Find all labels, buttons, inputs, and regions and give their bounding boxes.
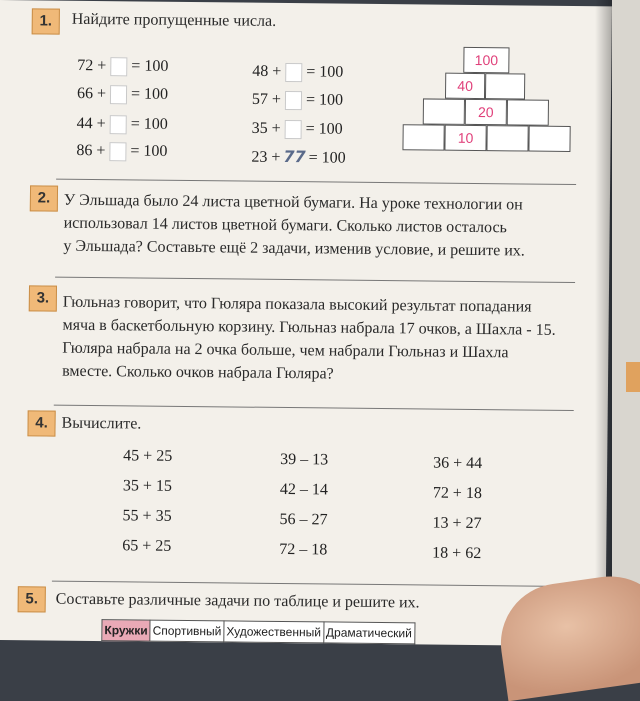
exercise-1-number: 1. [32, 8, 60, 34]
calc-item: 72 – 18 [279, 540, 328, 559]
equation-1-2: 66 + = 100 [76, 84, 169, 103]
equation-2-1: 48 + = 100 [252, 62, 344, 81]
answer-box [110, 57, 127, 76]
equation-1-3: 44 + = 100 [76, 114, 168, 133]
equation-1-4: 86 + = 100 [76, 141, 168, 160]
pyramid-cell-10: 10 [444, 125, 486, 151]
calc-item: 56 – 27 [279, 510, 328, 529]
equation-2-4: 23 + 77 = 100 [251, 146, 346, 167]
pyramid-cell [423, 98, 465, 124]
equation-2-3: 35 + = 100 [251, 119, 343, 138]
calc-item: 72 + 18 [432, 484, 482, 503]
table-header: Спортивный [150, 620, 224, 642]
calc-item: 65 + 25 [122, 537, 172, 555]
calc-item: 13 + 27 [432, 514, 482, 533]
pyramid-cell [507, 99, 549, 125]
answer-box [110, 85, 127, 104]
clubs-table [101, 619, 415, 644]
calc-item: 55 + 35 [122, 507, 172, 525]
exercise-5-title: Составьте различные задачи по таблице и решите их. [55, 590, 420, 612]
table-header: Художественный [224, 621, 324, 643]
divider [55, 277, 575, 283]
divider [54, 405, 574, 411]
table-header: Драматический [323, 622, 414, 644]
pyramid-top: 100 [463, 47, 509, 73]
calc-item: 42 – 14 [279, 480, 328, 499]
calc-item: 39 – 13 [280, 450, 329, 469]
answer-box [110, 115, 127, 134]
calc-item: 36 + 44 [433, 454, 483, 473]
answer-box [109, 142, 126, 161]
table-header: Кружки [102, 620, 150, 642]
pyramid-cell [485, 73, 525, 99]
next-page-edge [612, 0, 640, 640]
divider [52, 581, 572, 587]
exercise-1-title: Найдите пропущенные числа. [71, 10, 277, 30]
exercise-4-title: Вычислите. [61, 414, 142, 433]
pyramid-cell [402, 124, 444, 150]
exercise-3-text: Гюльназ говорит, что Гюляра показала высокий результат попадания мяча в баскетбольную корзину. Гюльназ набрала 17 очков, а Шахла - 15. Гюляра набрала на 2 очка больше, чем набрали Гюльназ и Шахла вместе. Сколько очков набрала Гюляра? [62, 293, 556, 383]
page-tab [626, 362, 640, 392]
equation-1-1: 72 + = 100 [77, 56, 169, 75]
answer-box [285, 63, 302, 82]
answer-box [285, 91, 302, 110]
exercise-4-number: 4. [27, 410, 55, 436]
calc-item: 35 + 15 [122, 477, 173, 495]
pyramid-cell-20: 20 [465, 99, 507, 125]
pyramid-cell [528, 126, 570, 152]
exercise-2-text: У Эльшада было 24 листа цветной бумаги. На уроке технологии он использовал 14 листов цветной бумаги. Сколько листов осталось у Эльшада? Составьте ещё 2 задачи, изменив условие, и решите их. [63, 191, 525, 260]
answer-box [285, 120, 302, 139]
exercise-5-number: 5. [18, 586, 46, 612]
handwritten-answer: 77 [283, 146, 306, 167]
equation-2-2: 57 + = 100 [251, 90, 344, 109]
pyramid-cell-40: 40 [445, 73, 485, 99]
divider [56, 179, 576, 185]
exercise-3-number: 3. [29, 285, 57, 311]
calc-item: 18 + 62 [432, 544, 482, 563]
exercise-2-number: 2. [30, 185, 58, 211]
pyramid-cell [486, 125, 528, 151]
calc-item: 45 + 25 [123, 447, 173, 465]
